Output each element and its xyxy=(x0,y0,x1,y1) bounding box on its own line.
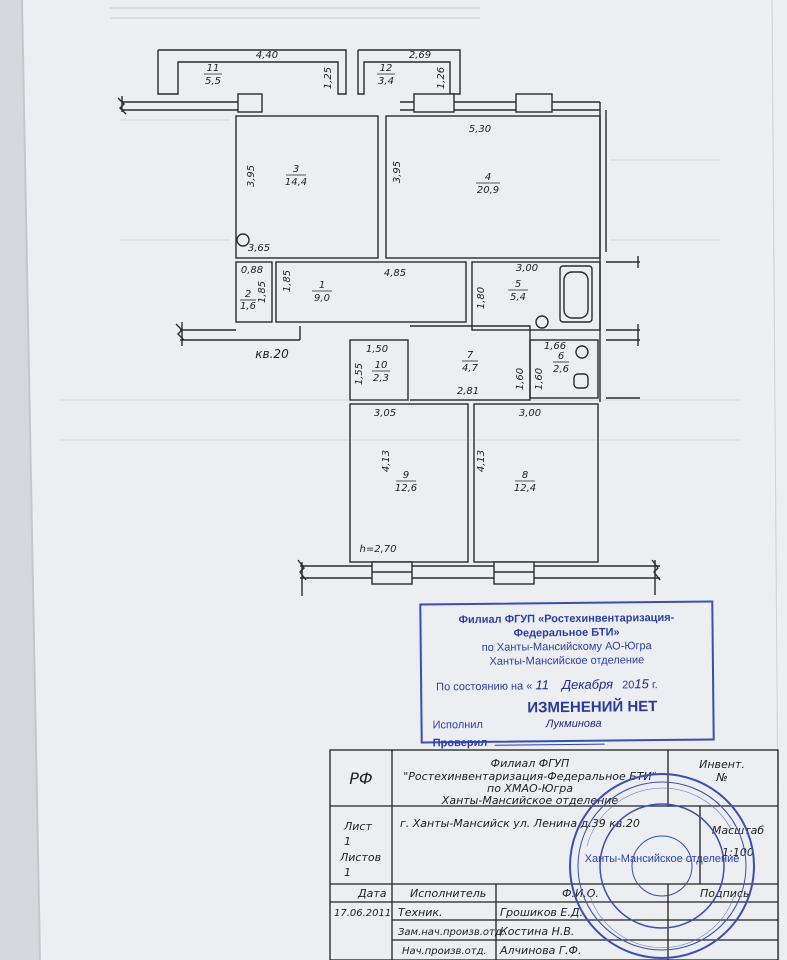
title-org-2: "Ростехинвентаризация-Федеральное БТИ" xyxy=(403,770,657,783)
stamp-line-3: Ханты-Мансийское отделение xyxy=(489,654,645,668)
room-10-dim-depth: 1,55 xyxy=(354,362,365,386)
room-11-dim-depth: 1,25 xyxy=(323,66,334,90)
room-9-area: 12,6 xyxy=(394,483,418,494)
stamp-date-year: 15 xyxy=(634,676,649,692)
title-row-2-role: Зам.нач.произв.отд. xyxy=(398,927,505,938)
room-11-dim-width: 4,40 xyxy=(255,50,279,61)
title-date-header: Дата xyxy=(358,887,387,900)
stamp-line-2: по Ханты-Мансийскому АО-Югра xyxy=(481,640,652,654)
title-row-3-name: Алчинова Г.Ф. xyxy=(500,944,582,957)
room-6-dim-left: 1,60 xyxy=(515,367,526,391)
room-1-area: 9,0 xyxy=(314,293,330,304)
room-12-dim-width: 2,69 xyxy=(408,50,432,61)
room-12-area: 3,4 xyxy=(378,76,394,87)
room-11-area: 5,5 xyxy=(205,76,221,87)
room-6-id: 6 xyxy=(557,351,565,362)
room-5-area: 5,4 xyxy=(510,292,526,303)
room-3-id: 3 xyxy=(292,164,300,175)
stamp-line-1: Филиал ФГУП «Ростехинвентаризация-Федеральное БТИ» xyxy=(458,611,675,640)
room-2-dim-width: 0,88 xyxy=(240,265,264,276)
room-2-id: 2 xyxy=(244,289,252,300)
room-12-dim-depth: 1,26 xyxy=(436,66,447,90)
room-11-id: 11 xyxy=(206,63,220,74)
title-scale-label: Масштаб xyxy=(711,824,765,837)
room-5-id: 5 xyxy=(514,279,522,290)
room-8-dim-width: 3,00 xyxy=(518,408,542,419)
room-5-dim-width: 3,00 xyxy=(515,263,539,274)
room-7-area: 4,7 xyxy=(462,363,478,374)
stamp-date-month: Декабря xyxy=(561,676,614,693)
title-inv-label: Инвент. xyxy=(699,758,745,771)
inventory-stamp xyxy=(419,600,714,750)
room-1-id: 1 xyxy=(318,280,326,291)
room-9-dim-width: 3,05 xyxy=(373,408,397,419)
stamp-date-day: 11 xyxy=(535,677,549,693)
room-8-id: 8 xyxy=(521,470,529,481)
title-row-1-name: Грошиков Е.Д. xyxy=(500,906,583,919)
stamp-date-year-prefix: 20 xyxy=(622,679,635,692)
room-3-dim-depth: 3,95 xyxy=(246,164,257,188)
stamp-status: ИЗМЕНЕНИЙ НЕТ xyxy=(527,698,658,717)
title-sheet-no: 1 xyxy=(344,835,351,848)
title-signature-header: Подпись xyxy=(700,887,750,900)
room-3-area: 14,4 xyxy=(284,177,308,188)
room-4-id: 4 xyxy=(484,172,492,183)
stamp-as-of-label: По состоянию на « xyxy=(436,680,533,694)
room-6-dim-width: 1,66 xyxy=(543,341,567,352)
seal-text: Ханты-Мансийское отделение xyxy=(584,853,740,865)
room-4-dim-width: 5,30 xyxy=(468,124,492,135)
room-8-area: 12,4 xyxy=(513,483,537,494)
title-org-4: Ханты-Мансийское отделение xyxy=(441,794,619,807)
stamp-year-suffix: г. xyxy=(651,679,658,692)
title-sheets-label: Листов xyxy=(340,851,382,864)
room-4-dim-depth: 3,95 xyxy=(392,160,403,184)
title-row-2-name: Костина Н.В. xyxy=(500,925,575,938)
title-sheets-no: 1 xyxy=(344,866,351,879)
stamp-executor-label: Исполнил xyxy=(432,718,483,732)
stamp-checked-label: Проверил xyxy=(432,736,488,750)
title-org-1: Филиал ФГУП xyxy=(490,757,570,770)
ceiling-height-label: h=2,70 xyxy=(359,544,397,555)
title-row-3-role: Нач.произв.отд. xyxy=(402,946,487,957)
title-org-3: по ХМАО-Югра xyxy=(487,782,573,795)
room-3-dim-width: 3,65 xyxy=(247,243,271,254)
room-2-area: 1,6 xyxy=(240,301,256,312)
title-fio-header: Ф.И.О. xyxy=(562,887,599,900)
room-5-dim-depth: 1,80 xyxy=(476,286,487,310)
stamp-checked-line xyxy=(494,744,604,746)
title-row-1-date: 17.06.2011 xyxy=(334,908,392,919)
title-scale: 1:100 xyxy=(722,846,754,859)
apartment-label: кв.20 xyxy=(255,347,289,361)
title-row-1-role: Техник. xyxy=(398,906,443,919)
room-1-dim-width: 4,85 xyxy=(383,268,407,279)
room-10-id: 10 xyxy=(374,360,388,371)
room-7-id: 7 xyxy=(466,350,474,361)
room-1-dim-depth: 1,85 xyxy=(282,269,293,293)
room-7-dim-width: 2,81 xyxy=(456,386,480,397)
room-9-dim-depth: 4,13 xyxy=(381,449,392,473)
room-6-dim-right: 1,60 xyxy=(534,367,545,391)
room-10-dim-width: 1,50 xyxy=(365,344,389,355)
stamp-executor-signature: Лукминова xyxy=(545,717,602,731)
title-sheet-label: Лист xyxy=(344,820,372,833)
room-2-dim-depth: 1,85 xyxy=(257,280,268,304)
title-rf: РФ xyxy=(349,769,373,788)
title-executor-header: Исполнитель xyxy=(410,887,487,900)
room-8-dim-depth: 4,13 xyxy=(476,449,487,473)
room-4-area: 20,9 xyxy=(476,185,500,196)
room-10-area: 2,3 xyxy=(373,373,389,384)
room-6-area: 2,6 xyxy=(553,364,569,375)
room-12-id: 12 xyxy=(379,63,393,74)
title-address: г. Ханты-Мансийск ул. Ленина д.39 кв.20 xyxy=(400,817,640,830)
title-inv-no: № xyxy=(716,771,728,784)
room-9-id: 9 xyxy=(402,470,410,481)
